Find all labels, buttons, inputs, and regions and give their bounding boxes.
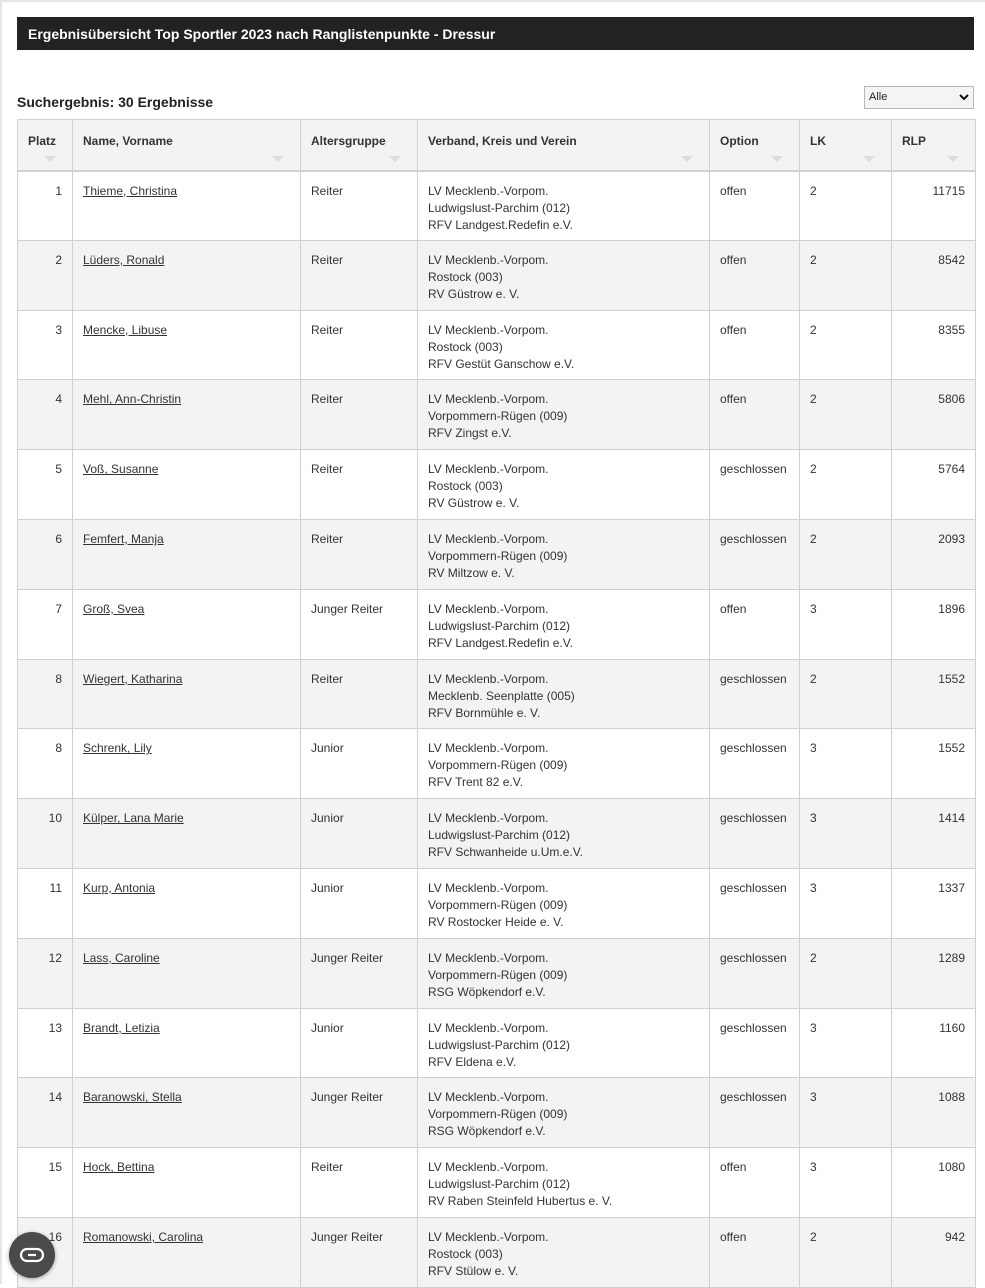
cell-platz: 4	[18, 380, 73, 450]
cell-verband	[418, 380, 710, 450]
cell-name	[73, 868, 301, 938]
athlete-name-link[interactable]: Mencke, Libuse	[83, 322, 168, 337]
verband-text: LV Mecklenb.-Vorpom.	[428, 950, 549, 965]
verband-text: LV Mecklenb.-Vorpom.	[428, 531, 549, 546]
cell-verband	[418, 799, 710, 869]
verband-text: LV Mecklenb.-Vorpom.	[428, 671, 549, 686]
kreis-text: Vorpommern-Rügen (009)	[428, 1107, 568, 1122]
cell-rlp: 1160	[892, 1008, 976, 1078]
table-row	[18, 799, 976, 869]
athlete-name-link[interactable]: Mehl, Ann-Christin	[83, 392, 182, 407]
filter-select[interactable]	[864, 86, 974, 109]
verband-text: LV Mecklenb.-Vorpom.	[428, 392, 549, 407]
filter-select-value: Alle	[869, 91, 888, 103]
column-header-rlp[interactable]	[892, 120, 976, 171]
cell-altersgruppe: Reiter	[301, 659, 418, 729]
verein-text: RSG Wöpkendorf e.V.	[428, 1124, 546, 1139]
table-row	[18, 589, 976, 659]
kreis-text: Ludwigslust-Parchim (012)	[428, 200, 571, 215]
table-row	[18, 310, 976, 380]
verband-text: LV Mecklenb.-Vorpom.	[428, 880, 549, 895]
sort-caret-icon	[947, 156, 959, 162]
verein-text: RV Raben Steinfeld Hubertus e. V.	[428, 1194, 613, 1209]
cell-altersgruppe: Reiter	[301, 240, 418, 310]
cell-rlp: 1337	[892, 868, 976, 938]
verband-text: LV Mecklenb.-Vorpom.	[428, 811, 549, 826]
cell-altersgruppe: Junior	[301, 729, 418, 799]
cell-option: geschlossen	[710, 450, 800, 520]
athlete-name-link[interactable]: Baranowski, Stella	[83, 1090, 182, 1105]
frame-top-border	[0, 0, 985, 2]
cell-platz: 12	[18, 938, 73, 1008]
cell-altersgruppe: Reiter	[301, 519, 418, 589]
cell-name	[73, 450, 301, 520]
kreis-text: Ludwigslust-Parchim (012)	[428, 1037, 571, 1052]
cell-lk: 3	[800, 1008, 892, 1078]
kreis-text: Rostock (003)	[428, 339, 503, 354]
cell-name	[73, 589, 301, 659]
kreis-text: Vorpommern-Rügen (009)	[428, 548, 568, 563]
verein-text: RFV Landgest.Redefin e.V.	[428, 217, 573, 232]
cell-rlp: 1088	[892, 1078, 976, 1148]
verein-text: RFV Gestüt Ganschow e.V.	[428, 356, 575, 371]
cell-verband	[418, 240, 710, 310]
athlete-name-link[interactable]: Lass, Caroline	[83, 950, 160, 965]
cell-lk: 2	[800, 240, 892, 310]
column-label: Name, Vorname	[83, 134, 173, 148]
cell-option: geschlossen	[710, 868, 800, 938]
column-label: LK	[810, 134, 826, 148]
cell-lk: 3	[800, 729, 892, 799]
table-row	[18, 519, 976, 589]
verband-text: LV Mecklenb.-Vorpom.	[428, 741, 549, 756]
column-label: RLP	[902, 134, 926, 148]
column-label: Verband, Kreis und Verein	[428, 134, 577, 148]
athlete-name-link[interactable]: Wiegert, Katharina	[83, 671, 183, 686]
cell-option: offen	[710, 1148, 800, 1218]
chat-icon	[19, 1245, 45, 1265]
cell-verband	[418, 589, 710, 659]
cell-rlp: 1552	[892, 659, 976, 729]
cell-option: offen	[710, 589, 800, 659]
cell-name	[73, 1078, 301, 1148]
cell-name	[73, 380, 301, 450]
cell-platz: 6	[18, 519, 73, 589]
athlete-name-link[interactable]: Hock, Bettina	[83, 1160, 155, 1175]
cell-platz: 11	[18, 868, 73, 938]
athlete-name-link[interactable]: Kurp, Antonia	[83, 880, 156, 895]
table-row	[18, 380, 976, 450]
cell-platz: 3	[18, 310, 73, 380]
cell-option: offen	[710, 380, 800, 450]
table-header-row	[18, 120, 976, 171]
cell-platz: 14	[18, 1078, 73, 1148]
chevron-down-icon	[959, 90, 969, 107]
verein-text: RFV Stülow e. V.	[428, 1263, 519, 1278]
table-row	[18, 1008, 976, 1078]
verein-text: RFV Schwanheide u.Um.e.V.	[428, 845, 583, 860]
kreis-text: Ludwigslust-Parchim (012)	[428, 618, 571, 633]
verein-text: RFV Bornmühle e. V.	[428, 705, 541, 720]
results-table	[17, 119, 976, 1288]
cell-option: geschlossen	[710, 938, 800, 1008]
table-row	[18, 450, 976, 520]
cell-rlp: 11715	[892, 171, 976, 241]
cell-altersgruppe: Junger Reiter	[301, 589, 418, 659]
table-row	[18, 1148, 976, 1218]
athlete-name-link[interactable]: Külper, Lana Marie	[83, 811, 184, 826]
cell-platz: 1	[18, 171, 73, 241]
athlete-name-link[interactable]: Schrenk, Lily	[83, 741, 152, 756]
cell-altersgruppe: Junior	[301, 799, 418, 869]
cell-rlp: 1896	[892, 589, 976, 659]
cell-platz: 13	[18, 1008, 73, 1078]
cell-option: geschlossen	[710, 799, 800, 869]
verband-text: LV Mecklenb.-Vorpom.	[428, 1229, 549, 1244]
cell-option: offen	[710, 171, 800, 241]
verband-text: LV Mecklenb.-Vorpom.	[428, 601, 549, 616]
cell-altersgruppe: Junger Reiter	[301, 1078, 418, 1148]
cell-option: geschlossen	[710, 729, 800, 799]
cell-verband	[418, 1217, 710, 1287]
table-row	[18, 1078, 976, 1148]
cell-altersgruppe: Junger Reiter	[301, 938, 418, 1008]
cell-rlp: 2093	[892, 519, 976, 589]
kreis-text: Vorpommern-Rügen (009)	[428, 758, 568, 773]
cell-verband	[418, 1148, 710, 1218]
cell-rlp: 1552	[892, 729, 976, 799]
verband-text: LV Mecklenb.-Vorpom.	[428, 1160, 549, 1175]
athlete-name-link[interactable]: Voß, Susanne	[83, 462, 159, 477]
cell-lk: 3	[800, 1148, 892, 1218]
cell-altersgruppe: Junger Reiter	[301, 1217, 418, 1287]
cell-altersgruppe: Reiter	[301, 380, 418, 450]
kreis-text: Rostock (003)	[428, 479, 503, 494]
cell-name	[73, 310, 301, 380]
cell-lk: 2	[800, 310, 892, 380]
cell-rlp: 1289	[892, 938, 976, 1008]
verein-text: RFV Eldena e.V.	[428, 1054, 517, 1069]
cell-verband	[418, 729, 710, 799]
cell-platz: 10	[18, 799, 73, 869]
column-header-altersgruppe[interactable]	[301, 120, 418, 171]
cell-name	[73, 799, 301, 869]
cell-verband	[418, 659, 710, 729]
verband-text: LV Mecklenb.-Vorpom.	[428, 252, 549, 267]
cell-rlp: 8542	[892, 240, 976, 310]
cell-lk: 2	[800, 519, 892, 589]
kreis-text: Vorpommern-Rügen (009)	[428, 409, 568, 424]
table-row	[18, 171, 976, 241]
kreis-text: Rostock (003)	[428, 1246, 503, 1261]
cell-option: geschlossen	[710, 1078, 800, 1148]
cell-altersgruppe: Reiter	[301, 310, 418, 380]
cell-altersgruppe: Reiter	[301, 171, 418, 241]
verband-text: LV Mecklenb.-Vorpom.	[428, 183, 549, 198]
cell-rlp: 942	[892, 1217, 976, 1287]
cell-platz: 5	[18, 450, 73, 520]
result-count: Suchergebnis: 30 Ergebnisse	[17, 94, 214, 110]
kreis-text: Rostock (003)	[428, 269, 503, 284]
cell-lk: 2	[800, 380, 892, 450]
kreis-text: Mecklenb. Seenplatte (005)	[428, 688, 575, 703]
cell-lk: 2	[800, 659, 892, 729]
verein-text: RFV Zingst e.V.	[428, 426, 512, 441]
sort-caret-icon	[681, 156, 693, 162]
table-row	[18, 729, 976, 799]
cell-verband	[418, 450, 710, 520]
cell-name	[73, 938, 301, 1008]
cell-name	[73, 240, 301, 310]
cell-option: offen	[710, 1217, 800, 1287]
verband-text: LV Mecklenb.-Vorpom.	[428, 462, 549, 477]
table-row	[18, 938, 976, 1008]
table-row	[18, 1217, 976, 1287]
cell-option: offen	[710, 310, 800, 380]
cell-platz: 2	[18, 240, 73, 310]
cell-name	[73, 1148, 301, 1218]
cell-lk: 3	[800, 1078, 892, 1148]
cell-name	[73, 519, 301, 589]
cell-platz: 16	[18, 1217, 73, 1287]
cell-verband	[418, 1008, 710, 1078]
cell-rlp: 1080	[892, 1148, 976, 1218]
kreis-text: Ludwigslust-Parchim (012)	[428, 1177, 571, 1192]
cell-lk: 3	[800, 589, 892, 659]
table-row	[18, 659, 976, 729]
cell-lk: 3	[800, 799, 892, 869]
cell-altersgruppe: Reiter	[301, 1148, 418, 1218]
cell-lk: 2	[800, 171, 892, 241]
frame-left-border	[0, 0, 2, 1284]
verband-text: LV Mecklenb.-Vorpom.	[428, 1020, 549, 1035]
verband-text: LV Mecklenb.-Vorpom.	[428, 322, 549, 337]
column-label: Altersgruppe	[311, 134, 386, 148]
verein-text: RV Güstrow e. V.	[428, 496, 520, 511]
cell-platz: 15	[18, 1148, 73, 1218]
verband-text: LV Mecklenb.-Vorpom.	[428, 1090, 549, 1105]
verein-text: RFV Trent 82 e.V.	[428, 775, 523, 790]
column-header-platz[interactable]	[18, 120, 73, 171]
cell-verband	[418, 310, 710, 380]
cell-rlp: 5806	[892, 380, 976, 450]
cell-verband	[418, 938, 710, 1008]
cell-name	[73, 659, 301, 729]
sort-caret-icon	[389, 156, 401, 162]
cell-altersgruppe: Junior	[301, 1008, 418, 1078]
cell-option: geschlossen	[710, 519, 800, 589]
verein-text: RSG Wöpkendorf e.V.	[428, 984, 546, 999]
sort-caret-icon	[272, 156, 284, 162]
verein-text: RV Güstrow e. V.	[428, 286, 520, 301]
column-label: Option	[720, 134, 759, 148]
cell-name	[73, 1217, 301, 1287]
cell-rlp: 8355	[892, 310, 976, 380]
sort-caret-icon	[863, 156, 875, 162]
athlete-name-link[interactable]: Romanowski, Carolina	[83, 1229, 204, 1244]
athlete-name-link[interactable]: Femfert, Manja	[83, 531, 164, 546]
athlete-name-link[interactable]: Lüders, Ronald	[83, 252, 165, 267]
cell-option: offen	[710, 240, 800, 310]
column-header-lk[interactable]	[800, 120, 892, 171]
verein-text: RFV Landgest.Redefin e.V.	[428, 635, 573, 650]
column-header-option[interactable]	[710, 120, 800, 171]
cell-option: geschlossen	[710, 1008, 800, 1078]
chat-button[interactable]	[9, 1232, 55, 1278]
cell-name	[73, 171, 301, 241]
cell-option: geschlossen	[710, 659, 800, 729]
cell-platz: 7	[18, 589, 73, 659]
kreis-text: Vorpommern-Rügen (009)	[428, 897, 568, 912]
cell-lk: 3	[800, 868, 892, 938]
cell-platz: 8	[18, 659, 73, 729]
verein-text: RV Miltzow e. V.	[428, 565, 515, 580]
kreis-text: Ludwigslust-Parchim (012)	[428, 828, 571, 843]
cell-platz: 8	[18, 729, 73, 799]
cell-altersgruppe: Junior	[301, 868, 418, 938]
athlete-name-link[interactable]: Groß, Svea	[83, 601, 145, 616]
cell-rlp: 5764	[892, 450, 976, 520]
column-header-name[interactable]	[73, 120, 301, 171]
cell-name	[73, 729, 301, 799]
table-row	[18, 240, 976, 310]
cell-verband	[418, 1078, 710, 1148]
sort-caret-icon	[44, 156, 56, 162]
cell-lk: 2	[800, 450, 892, 520]
verein-text: RV Rostocker Heide e. V.	[428, 914, 564, 929]
column-header-verband[interactable]	[418, 120, 710, 171]
page-title: Ergebnisübersicht Top Sportler 2023 nach Ranglistenpunkte - Dressur	[17, 17, 974, 50]
cell-lk: 2	[800, 1217, 892, 1287]
athlete-name-link[interactable]: Brandt, Letizia	[83, 1020, 160, 1035]
cell-verband	[418, 519, 710, 589]
cell-verband	[418, 868, 710, 938]
cell-verband	[418, 171, 710, 241]
kreis-text: Vorpommern-Rügen (009)	[428, 967, 568, 982]
sort-caret-icon	[771, 156, 783, 162]
cell-lk: 2	[800, 938, 892, 1008]
column-label: Platz	[28, 134, 57, 148]
table-row	[18, 868, 976, 938]
cell-rlp: 1414	[892, 799, 976, 869]
athlete-name-link[interactable]: Thieme, Christina	[83, 183, 178, 198]
cell-altersgruppe: Reiter	[301, 450, 418, 520]
cell-name	[73, 1008, 301, 1078]
